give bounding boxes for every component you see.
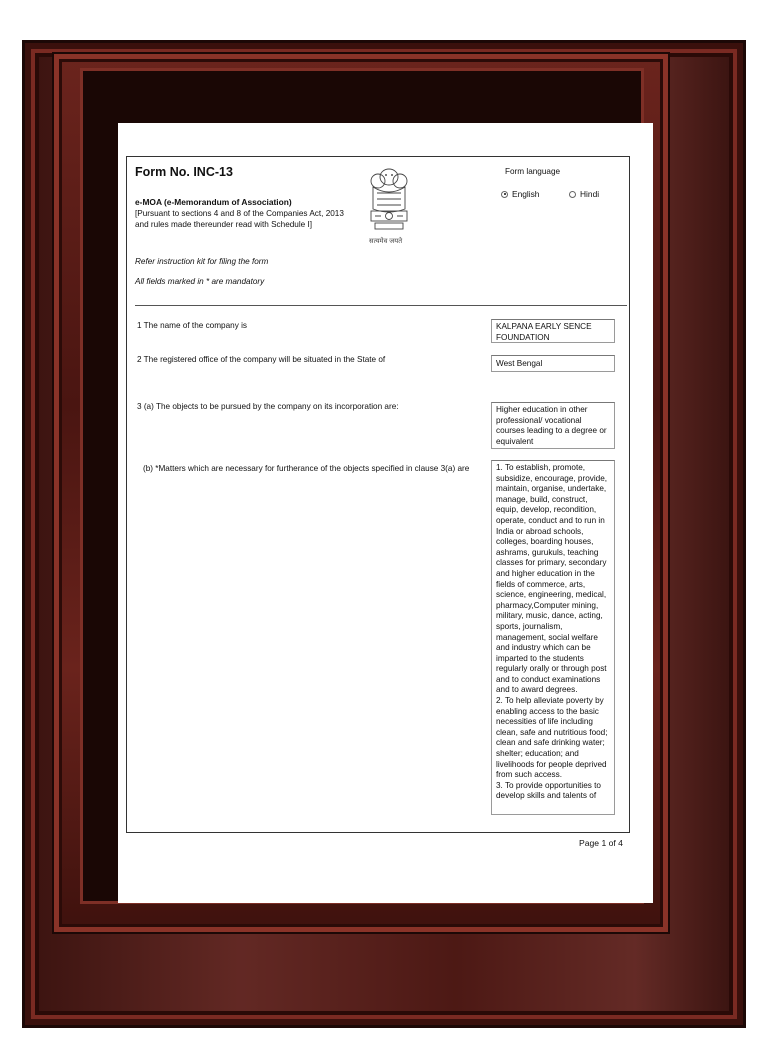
radio-selected-icon[interactable]	[501, 191, 508, 198]
emblem-caption: सत्यमेव जयते	[369, 238, 403, 245]
document-sheet	[118, 123, 653, 903]
form-subtitle: e-MOA (e-Memorandum of Association)	[135, 197, 292, 207]
question-ancillary-matters: (b) *Matters which are necessary for furtherance of the objects specified in clause 3(a) are	[143, 464, 470, 473]
form-number-title: Form No. INC-13	[135, 165, 233, 179]
language-option-english[interactable]	[501, 188, 539, 200]
radio-unselected-icon[interactable]	[569, 191, 576, 198]
question-company-name: 1 The name of the company is	[137, 321, 247, 330]
form-language-label: Form language	[505, 167, 561, 176]
company-name-field[interactable]: KALPANA EARLY SENCE FOUNDATION	[491, 319, 615, 343]
language-option-label: English	[512, 189, 540, 199]
ancillary-matters-field[interactable]: 1. To establish, promote, subsidize, encourage, provide, maintain, organise, undertake, manage, build, construct, equip, develop, recondition, operate, conduct and to run in India or abroad schools, colleges, boarding houses, ashrams, gurukuls, teaching classes for primary, secondary and higher education in the fields of commerce, arts, science, engineering, medical, pharmacy,Computer mining, military, music, dance, acting, sports, journalism, management, social welfare and industry which can be imparted to the students regularly orally or through post and to conduct examinations and to award degrees. 2. To help alleviate poverty by enabling access to the basic necessities of life including clean, safe and nutritious food; clean and safe drinking water; shelter; education; and livelihoods for people deprived from such access. 3. To provide opportunities to develop skills and talents of	[491, 460, 615, 815]
form-inc-13	[126, 156, 630, 848]
header-divider	[135, 305, 627, 306]
mandatory-note: All fields marked in * are mandatory	[135, 277, 265, 286]
refer-instruction-text: Refer instruction kit for filing the form	[135, 257, 269, 266]
language-option-hindi[interactable]	[569, 188, 599, 200]
language-option-label: Hindi	[580, 189, 600, 199]
registered-state-field[interactable]: West Bengal	[491, 355, 615, 372]
question-registered-state: 2 The registered office of the company will be situated in the State of	[137, 355, 386, 364]
pursuant-text: [Pursuant to sections 4 and 8 of the Companies Act, 2013 and rules made thereunder read with Schedule I]	[135, 209, 344, 229]
page-number: Page 1 of 4	[579, 838, 623, 848]
question-objects: 3 (a) The objects to be pursued by the company on its incorporation are:	[137, 402, 399, 411]
objects-field[interactable]: Higher education in other professional/ vocational courses leading to a degree or equivalent	[491, 402, 615, 449]
